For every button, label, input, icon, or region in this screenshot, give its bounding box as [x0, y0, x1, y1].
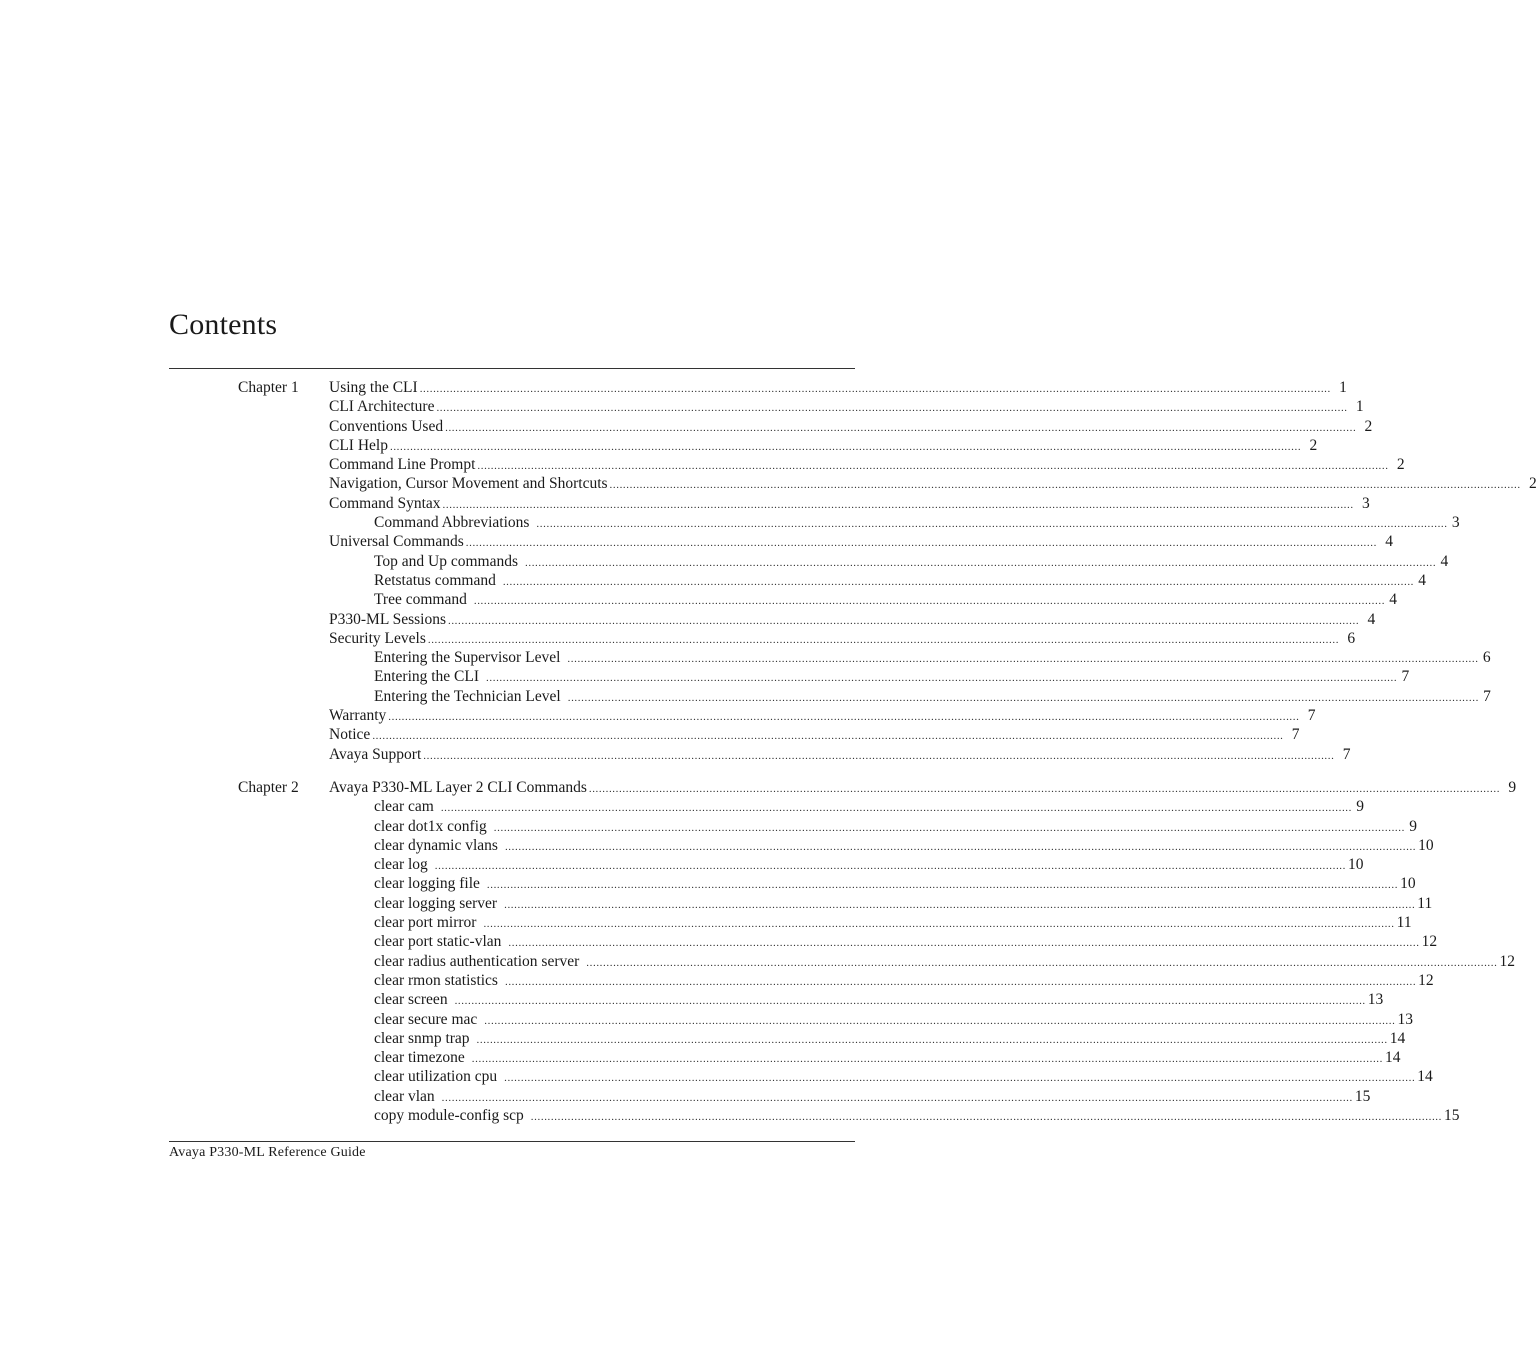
toc-subentry[interactable]: [374, 894, 1433, 913]
entry-title: Entering the CLI: [374, 668, 480, 686]
page-number: 7: [1483, 687, 1491, 705]
toc-subentry[interactable]: [374, 971, 1434, 990]
entry-title: clear utilization cpu: [374, 1068, 498, 1086]
page-number: 13: [1367, 991, 1384, 1009]
entry-title: Command Syntax: [329, 494, 441, 512]
bottom-divider: [169, 1141, 855, 1142]
entry-title: clear screen: [374, 991, 448, 1009]
page-number: 12: [1418, 971, 1434, 989]
toc-subentry[interactable]: [374, 1087, 1371, 1106]
toc-subentry[interactable]: [374, 1048, 1401, 1067]
page-number: 15: [1354, 1087, 1371, 1105]
page-number: 11: [1417, 894, 1433, 912]
page-number: 6: [1482, 649, 1491, 667]
entry-title: Tree command: [374, 591, 467, 609]
dot-leader: ................................................................................................................................................................................................................................................................................: [588, 783, 1501, 795]
entry-title: Using the CLI: [329, 379, 418, 396]
toc-subentry[interactable]: [374, 1106, 1460, 1125]
page-number: 6: [1347, 629, 1356, 647]
entry-title: Command Line Prompt: [329, 456, 476, 474]
page-number: 7: [1307, 707, 1316, 725]
dot-leader: ................................................................................................................................................................................................................................................................................: [423, 749, 1335, 762]
toc-subentry[interactable]: [374, 513, 1460, 532]
dot-leader: ................................................................................................................................................................................................................................................................................: [493, 821, 1405, 834]
toc-entry[interactable]: [329, 745, 1351, 764]
toc-entry[interactable]: [329, 455, 1405, 474]
toc-entry[interactable]: [329, 610, 1376, 629]
entry-title: Notice: [329, 726, 371, 744]
page-number: 14: [1389, 1029, 1406, 1047]
entry-title: clear dynamic vlans: [374, 836, 498, 854]
entry-title: clear port mirror: [374, 914, 477, 932]
toc-subentry[interactable]: [374, 1010, 1413, 1029]
entry-title: clear cam: [374, 798, 434, 816]
entry-title: Top and Up commands: [374, 552, 518, 570]
page-number: 9: [1508, 779, 1517, 796]
entry-title: Avaya P330-ML Layer 2 CLI Commands: [329, 779, 587, 796]
page-number: 10: [1418, 836, 1434, 854]
toc-subentry[interactable]: [374, 648, 1491, 667]
page-number: 1: [1339, 379, 1347, 396]
dot-leader: ................................................................................................................................................................................................................................................................................: [525, 556, 1437, 569]
page-title: Contents: [169, 308, 278, 341]
toc-subentry[interactable]: [374, 990, 1384, 1009]
dot-leader: ................................................................................................................................................................................................................................................................................: [504, 1072, 1416, 1085]
page-number: 7: [1401, 668, 1410, 686]
dot-leader: ................................................................................................................................................................................................................................................................................: [434, 860, 1346, 873]
entry-title: clear dot1x config: [374, 817, 487, 835]
footer-title: Avaya P330-ML Reference Guide: [169, 1145, 366, 1160]
page-number: 7: [1291, 726, 1300, 744]
toc-subentry[interactable]: [374, 571, 1427, 590]
dot-leader: ................................................................................................................................................................................................................................................................................: [473, 595, 1386, 608]
page-number: 15: [1444, 1107, 1460, 1125]
toc-subentry[interactable]: [374, 952, 1515, 971]
dot-leader: ................................................................................................................................................................................................................................................................................: [471, 1053, 1383, 1066]
dot-leader: ................................................................................................................................................................................................................................................................................: [440, 802, 1353, 815]
entry-title: Avaya Support: [329, 745, 422, 763]
toc-entry-list: [329, 378, 1537, 764]
page-number: 11: [1396, 914, 1412, 932]
toc-entry[interactable]: [329, 778, 1517, 797]
dot-leader: ................................................................................................................................................................................................................................................................................: [567, 691, 1479, 704]
page-number: 7: [1342, 745, 1351, 763]
entry-title: clear logging server: [374, 894, 498, 912]
page-number: 12: [1421, 933, 1438, 951]
page-number: 14: [1417, 1068, 1433, 1086]
dot-leader: ................................................................................................................................................................................................................................................................................: [484, 1014, 1396, 1027]
top-divider: [169, 368, 855, 369]
dot-leader: ................................................................................................................................................................................................................................................................................: [445, 421, 1357, 434]
dot-leader: ................................................................................................................................................................................................................................................................................: [389, 440, 1302, 453]
page-number: 4: [1385, 533, 1393, 551]
entry-title: Conventions Used: [329, 417, 444, 435]
entry-title: copy module-config scp: [374, 1107, 524, 1125]
entry-title: clear vlan: [374, 1087, 435, 1105]
dot-leader: ................................................................................................................................................................................................................................................................................: [419, 383, 1331, 395]
page-number: 2: [1309, 436, 1318, 454]
dot-leader: ................................................................................................................................................................................................................................................................................: [486, 672, 1398, 685]
dot-leader: ................................................................................................................................................................................................................................................................................: [477, 460, 1389, 473]
entry-title: clear radius authentication server: [374, 952, 580, 970]
entry-title: clear logging file: [374, 875, 480, 893]
page-number: 4: [1440, 552, 1449, 570]
chapter-label: Chapter 1: [238, 379, 299, 396]
page-number: 12: [1499, 952, 1515, 970]
toc-subentry[interactable]: [374, 1029, 1406, 1048]
page-number: 4: [1367, 610, 1376, 628]
dot-leader: ................................................................................................................................................................................................................................................................................: [508, 937, 1420, 950]
dot-leader: ................................................................................................................................................................................................................................................................................: [483, 918, 1395, 931]
toc-entry[interactable]: [329, 417, 1373, 436]
dot-leader: ................................................................................................................................................................................................................................................................................: [502, 575, 1415, 588]
dot-leader: ................................................................................................................................................................................................................................................................................: [388, 711, 1300, 724]
toc-entry[interactable]: [329, 532, 1393, 551]
toc-entry[interactable]: [329, 725, 1300, 744]
toc-subentry[interactable]: [374, 836, 1434, 855]
dot-leader: ................................................................................................................................................................................................................................................................................: [372, 730, 1284, 743]
page-number: 2: [1396, 456, 1405, 474]
entry-title: P330-ML Sessions: [329, 610, 446, 628]
toc-subentry[interactable]: [374, 667, 1410, 686]
dot-leader: ................................................................................................................................................................................................................................................................................: [447, 614, 1360, 627]
dot-leader: ................................................................................................................................................................................................................................................................................: [476, 1033, 1388, 1046]
toc-entry[interactable]: [329, 397, 1364, 416]
toc-entry[interactable]: [329, 706, 1316, 725]
entry-title: clear secure mac: [374, 1010, 478, 1028]
chapter-label: Chapter 2: [238, 779, 299, 796]
page-number: 2: [1364, 417, 1373, 435]
entry-title: Command Abbreviations: [374, 514, 530, 532]
dot-leader: ................................................................................................................................................................................................................................................................................: [536, 518, 1448, 531]
dot-leader: ................................................................................................................................................................................................................................................................................: [504, 898, 1416, 911]
toc-entry[interactable]: [329, 474, 1537, 493]
dot-leader: ................................................................................................................................................................................................................................................................................: [441, 1091, 1353, 1104]
page-number: 13: [1397, 1010, 1413, 1028]
dot-leader: ................................................................................................................................................................................................................................................................................: [427, 633, 1340, 646]
toc-subentry[interactable]: [374, 913, 1412, 932]
toc-subentry[interactable]: [374, 817, 1417, 836]
entry-title: Warranty: [329, 707, 387, 725]
entry-title: Universal Commands: [329, 533, 464, 551]
dot-leader: ................................................................................................................................................................................................................................................................................: [504, 975, 1417, 988]
dot-leader: ................................................................................................................................................................................................................................................................................: [609, 479, 1521, 492]
page-number: 4: [1389, 591, 1398, 609]
toc-subentry[interactable]: [374, 874, 1416, 893]
dot-leader: ................................................................................................................................................................................................................................................................................: [504, 840, 1417, 853]
page-number: 10: [1348, 856, 1364, 874]
entry-title: Security Levels: [329, 629, 426, 647]
dot-leader: ................................................................................................................................................................................................................................................................................: [436, 402, 1348, 415]
dot-leader: ................................................................................................................................................................................................................................................................................: [442, 498, 1354, 511]
toc-entry[interactable]: [329, 436, 1318, 455]
toc-subentry[interactable]: [374, 552, 1449, 571]
toc-entry-list: [329, 778, 1517, 1125]
page-number: 1: [1355, 398, 1364, 416]
entry-title: clear timezone: [374, 1049, 465, 1067]
toc-subentry[interactable]: [374, 932, 1438, 951]
entry-title: CLI Architecture: [329, 398, 435, 416]
toc-subentry[interactable]: [374, 1067, 1433, 1086]
entry-title: clear port static-vlan: [374, 933, 502, 951]
toc-subentry[interactable]: [374, 797, 1365, 816]
entry-title: Entering the Supervisor Level: [374, 649, 561, 667]
entry-title: Navigation, Cursor Movement and Shortcuts: [329, 475, 608, 493]
entry-title: CLI Help: [329, 436, 388, 454]
entry-title: clear rmon statistics: [374, 971, 498, 989]
toc-subentry[interactable]: [374, 687, 1491, 706]
toc-entry[interactable]: [329, 629, 1356, 648]
toc-entry[interactable]: [329, 494, 1370, 513]
toc-entry[interactable]: [329, 378, 1347, 397]
entry-title: Retstatus command: [374, 571, 496, 589]
entry-title: clear snmp trap: [374, 1029, 470, 1047]
toc-subentry[interactable]: [374, 590, 1398, 609]
toc-subentry[interactable]: [374, 855, 1364, 874]
entry-title: clear log: [374, 856, 428, 874]
page-number: 14: [1385, 1049, 1401, 1067]
dot-leader: ................................................................................................................................................................................................................................................................................: [530, 1111, 1442, 1124]
dot-leader: ................................................................................................................................................................................................................................................................................: [486, 879, 1399, 892]
entry-title: Entering the Technician Level: [374, 687, 561, 705]
dot-leader: ................................................................................................................................................................................................................................................................................: [465, 537, 1377, 550]
page-number: 3: [1451, 514, 1460, 532]
dot-leader: ................................................................................................................................................................................................................................................................................: [567, 653, 1479, 666]
page-number: 10: [1400, 875, 1416, 893]
dot-leader: ................................................................................................................................................................................................................................................................................: [586, 956, 1498, 969]
page-number: 4: [1418, 571, 1427, 589]
dot-leader: ................................................................................................................................................................................................................................................................................: [454, 995, 1366, 1008]
page-number: 9: [1356, 798, 1365, 816]
page-number: 2: [1528, 475, 1537, 493]
page-number: 3: [1361, 494, 1370, 512]
page-number: 9: [1409, 817, 1417, 835]
